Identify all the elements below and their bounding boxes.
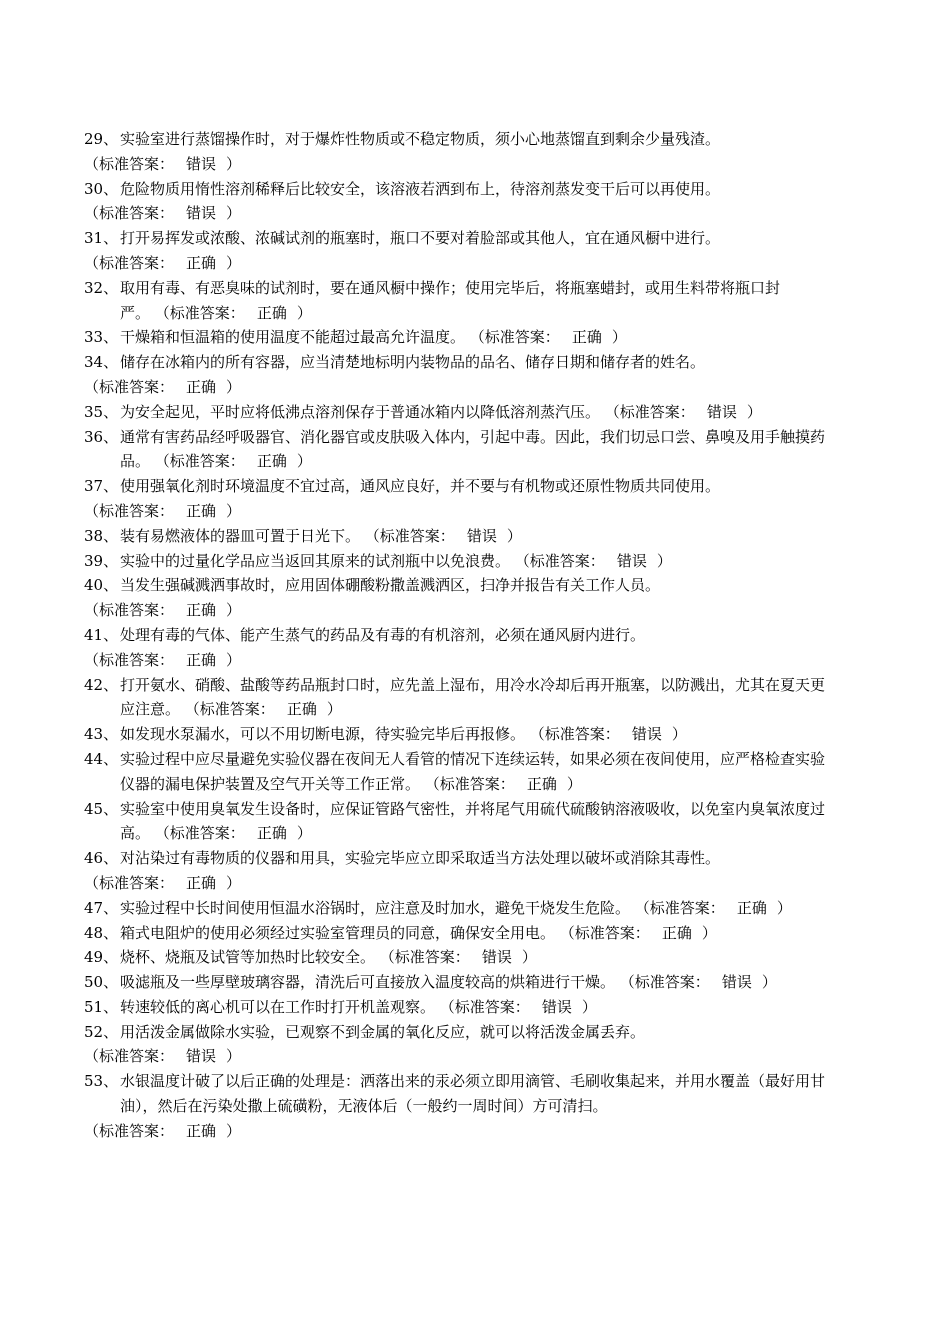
question-text: 用活泼金属做除水实验，已观察不到金属的氧化反应，就可以将活泼金属丢弃。 [120,1022,646,1041]
question-text: 干燥箱和恒温箱的使用温度不能超过最高允许温度。 [120,328,466,347]
question-item [84,400,836,425]
answer-value: 正确 [186,377,217,396]
answer-label: （标准答案： [84,501,175,520]
standard-answer [84,648,836,673]
question-text: 烧杯、烧瓶及试管等加热时比较安全。 [120,948,376,967]
answer-close-paren: ） [226,154,242,173]
answer-label: （标准答案： [84,377,175,396]
question-text: 转速较低的离心机可以在工作时打开机盖观察。 [120,997,436,1016]
answer-value: 错误 [186,154,217,173]
question-number: 43、 [84,725,119,744]
question-item [84,325,836,350]
answer-close-paren: ） [611,328,627,347]
answer-close-paren: ） [701,923,717,942]
answer-value: 正确 [186,601,217,620]
standard-answer [84,598,836,623]
standard-answer [185,700,342,718]
answer-close-paren: ） [566,774,582,793]
question-number: 49、 [84,948,119,967]
answer-value: 正确 [186,1121,217,1140]
standard-answer [620,973,777,991]
answer-label: （标准答案： [559,923,650,942]
answer-label: （标准答案： [379,948,470,967]
answer-value: 正确 [736,898,767,917]
answer-value: 正确 [186,253,217,272]
question-item [84,623,836,673]
answer-value: 正确 [256,824,287,843]
question-number: 35、 [84,402,119,421]
question-text: 危险物质用惰性溶剂稀释后比较安全，该溶液若洒到布上，待溶剂蒸发变干后可以再使用。 [120,179,721,198]
answer-close-paren: ） [326,700,342,719]
standard-answer [84,1119,836,1144]
standard-answer [380,948,537,966]
answer-value: 正确 [186,501,217,520]
answer-value: 错误 [466,526,497,545]
answer-value: 错误 [186,1047,217,1066]
question-number: 39、 [84,551,119,570]
standard-answer [605,403,762,421]
answer-value: 错误 [481,948,512,967]
question-list [84,127,836,1144]
answer-close-paren: ） [226,650,242,669]
standard-answer [84,375,836,400]
answer-close-paren: ） [521,948,537,967]
question-number: 34、 [84,353,119,372]
standard-answer [84,499,836,524]
question-text: 水银温度计破了以后正确的处理是：洒落出来的汞必须立即用滴管、毛刷收集起来，并用水覆盖（最好用甘油），然后在污染处撒上硫磺粉，无液体后（一般约一周时间）方可清扫。 [120,1072,826,1116]
answer-close-paren: ） [506,526,522,545]
answer-label: （标准答案： [84,601,175,620]
question-number: 50、 [84,973,119,992]
answer-label: （标准答案： [84,1047,175,1066]
question-item [84,1069,836,1143]
standard-answer [84,251,836,276]
standard-answer [84,1044,836,1069]
answer-close-paren: ） [671,725,687,744]
question-item [84,797,836,847]
question-item [84,970,836,995]
answer-close-paren: ） [761,973,777,992]
question-number: 30、 [84,179,119,198]
answer-value: 正确 [256,303,287,322]
answer-label: （标准答案： [84,873,175,892]
question-number: 47、 [84,898,119,917]
question-number: 32、 [84,278,119,297]
question-text: 吸滤瓶及一些厚壁玻璃容器，清洗后可直接放入温度较高的烘箱进行干燥。 [120,973,616,992]
question-text: 实验室中使用臭氧发生设备时，应保证管路气密性，并将尾气用硫代硫酸钠溶液吸收，以免室内臭氧浓度过高。 [120,799,826,843]
question-text: 实验过程中长时间使用恒温水浴锅时，应注意及时加水，避免干烧发生危险。 [120,898,631,917]
answer-label: （标准答案： [84,253,175,272]
question-number: 41、 [84,625,119,644]
answer-close-paren: ） [226,501,242,520]
answer-label: （标准答案： [84,204,175,223]
question-item [84,425,836,475]
question-item [84,921,836,946]
standard-answer [365,527,522,545]
question-text: 通常有害药品经呼吸器官、消化器官或皮肤吸入体内，引起中毒。因此，我们切忌口尝、鼻嗅及用手触摸药品。 [120,427,826,471]
question-number: 36、 [84,427,119,446]
answer-label: （标准答案： [154,303,245,322]
question-item [84,177,836,227]
answer-label: （标准答案： [529,725,620,744]
answer-label: （标准答案： [184,700,275,719]
standard-answer [84,152,836,177]
answer-value: 错误 [706,402,737,421]
question-text: 当发生强碱溅洒事故时，应用固体硼酸粉撒盖溅洒区，扫净并报告有关工作人员。 [120,576,661,595]
question-number: 42、 [84,675,119,694]
question-text: 箱式电阻炉的使用必须经过实验室管理员的同意，确保安全用电。 [120,923,556,942]
answer-close-paren: ） [581,997,597,1016]
answer-close-paren: ） [746,402,762,421]
question-number: 46、 [84,849,119,868]
standard-answer [155,452,312,470]
question-number: 37、 [84,477,119,496]
answer-label: （标准答案： [84,1121,175,1140]
standard-answer [425,775,582,793]
question-item [84,846,836,896]
answer-label: （标准答案： [604,402,695,421]
question-text: 实验中的过量化学品应当返回其原来的试剂瓶中以免浪费。 [120,551,511,570]
answer-close-paren: ） [226,873,242,892]
standard-answer [635,899,792,917]
answer-value: 错误 [721,973,752,992]
question-item [84,127,836,177]
question-number: 33、 [84,328,119,347]
answer-label: （标准答案： [634,898,725,917]
answer-label: （标准答案： [364,526,455,545]
answer-value: 正确 [256,452,287,471]
standard-answer [560,924,717,942]
answer-value: 正确 [186,650,217,669]
question-number: 40、 [84,576,119,595]
question-item [84,747,836,797]
question-text: 为安全起见，平时应将低沸点溶剂保存于普通冰箱内以降低溶剂蒸汽压。 [120,402,601,421]
answer-label: （标准答案： [84,154,175,173]
answer-value: 正确 [286,700,317,719]
answer-close-paren: ） [656,551,672,570]
question-item [84,549,836,574]
question-number: 51、 [84,997,119,1016]
answer-value: 错误 [541,997,572,1016]
question-text: 打开氨水、硝酸、盐酸等药品瓶封口时，应先盖上湿布，用冷水冷却后再开瓶塞，以防溅出，尤其在夏天更应注意。 [120,675,826,719]
answer-label: （标准答案： [469,328,560,347]
answer-close-paren: ） [776,898,792,917]
answer-close-paren: ） [226,377,242,396]
question-item [84,673,836,723]
question-text: 实验室进行蒸馏操作时，对于爆炸性物质或不稳定物质，须小心地蒸馏直到剩余少量残渣。 [120,130,721,148]
standard-answer [155,304,312,322]
answer-close-paren: ） [296,452,312,471]
standard-answer [440,998,597,1016]
question-text: 打开易挥发或浓酸、浓碱试剂的瓶塞时，瓶口不要对着脸部或其他人，宜在通风橱中进行。 [120,229,721,248]
answer-close-paren: ） [226,1121,242,1140]
answer-value: 错误 [631,725,662,744]
question-item [84,226,836,276]
standard-answer [530,725,687,743]
question-text: 储存在冰箱内的所有容器，应当清楚地标明内装物品的品名、储存日期和储存者的姓名。 [120,353,706,372]
answer-value: 错误 [186,204,217,223]
question-item [84,945,836,970]
question-text: 如发现水泵漏水，可以不用切断电源，待实验完毕后再报修。 [120,725,526,744]
answer-close-paren: ） [226,253,242,272]
question-item [84,995,836,1020]
question-text: 使用强氧化剂时环境温度不宜过高，通风应良好，并不要与有机物或还原性物质共同使用。 [120,477,721,496]
question-number: 48、 [84,923,119,942]
answer-close-paren: ） [226,1047,242,1066]
question-item [84,722,836,747]
answer-value: 正确 [526,774,557,793]
question-text: 装有易燃液体的器皿可置于日光下。 [120,526,361,545]
answer-label: （标准答案： [439,997,530,1016]
question-text: 取用有毒、有恶臭味的试剂时，要在通风橱中操作；使用完毕后，将瓶塞蜡封，或用生料带将瓶口封严。 [120,278,781,322]
question-number: 52、 [84,1022,119,1041]
answer-value: 正确 [661,923,692,942]
answer-value: 错误 [616,551,647,570]
question-item [84,1020,836,1070]
answer-label: （标准答案： [424,774,515,793]
question-item [84,474,836,524]
answer-close-paren: ） [296,824,312,843]
answer-close-paren: ） [226,601,242,620]
standard-answer [84,871,836,896]
standard-answer [515,552,672,570]
question-item [84,276,836,326]
question-text: 实验过程中应尽量避免实验仪器在夜间无人看管的情况下连续运转，如果必须在夜间使用，应严格检查实验仪器的漏电保护装置及空气开关等工作正常。 [120,749,826,793]
question-number: 31、 [84,229,119,248]
standard-answer [155,824,312,842]
question-number: 44、 [84,749,119,768]
question-number: 45、 [84,799,119,818]
answer-value: 正确 [186,873,217,892]
question-item [84,573,836,623]
answer-label: （标准答案： [154,452,245,471]
answer-label: （标准答案： [154,824,245,843]
answer-label: （标准答案： [84,650,175,669]
question-item [84,350,836,400]
answer-label: （标准答案： [514,551,605,570]
answer-label: （标准答案： [619,973,710,992]
answer-close-paren: ） [226,204,242,223]
question-text: 处理有毒的气体、能产生蒸气的药品及有毒的有机溶剂，必须在通风厨内进行。 [120,625,646,644]
answer-close-paren: ） [296,303,312,322]
standard-answer [470,328,627,346]
question-number: 29、 [84,130,119,148]
question-text: 对沾染过有毒物质的仪器和用具，实验完毕应立即采取适当方法处理以破坏或消除其毒性。 [120,849,721,868]
question-number: 53、 [84,1072,119,1091]
question-item [84,896,836,921]
question-item [84,524,836,549]
answer-value: 正确 [571,328,602,347]
standard-answer [84,201,836,226]
question-number: 38、 [84,526,119,545]
